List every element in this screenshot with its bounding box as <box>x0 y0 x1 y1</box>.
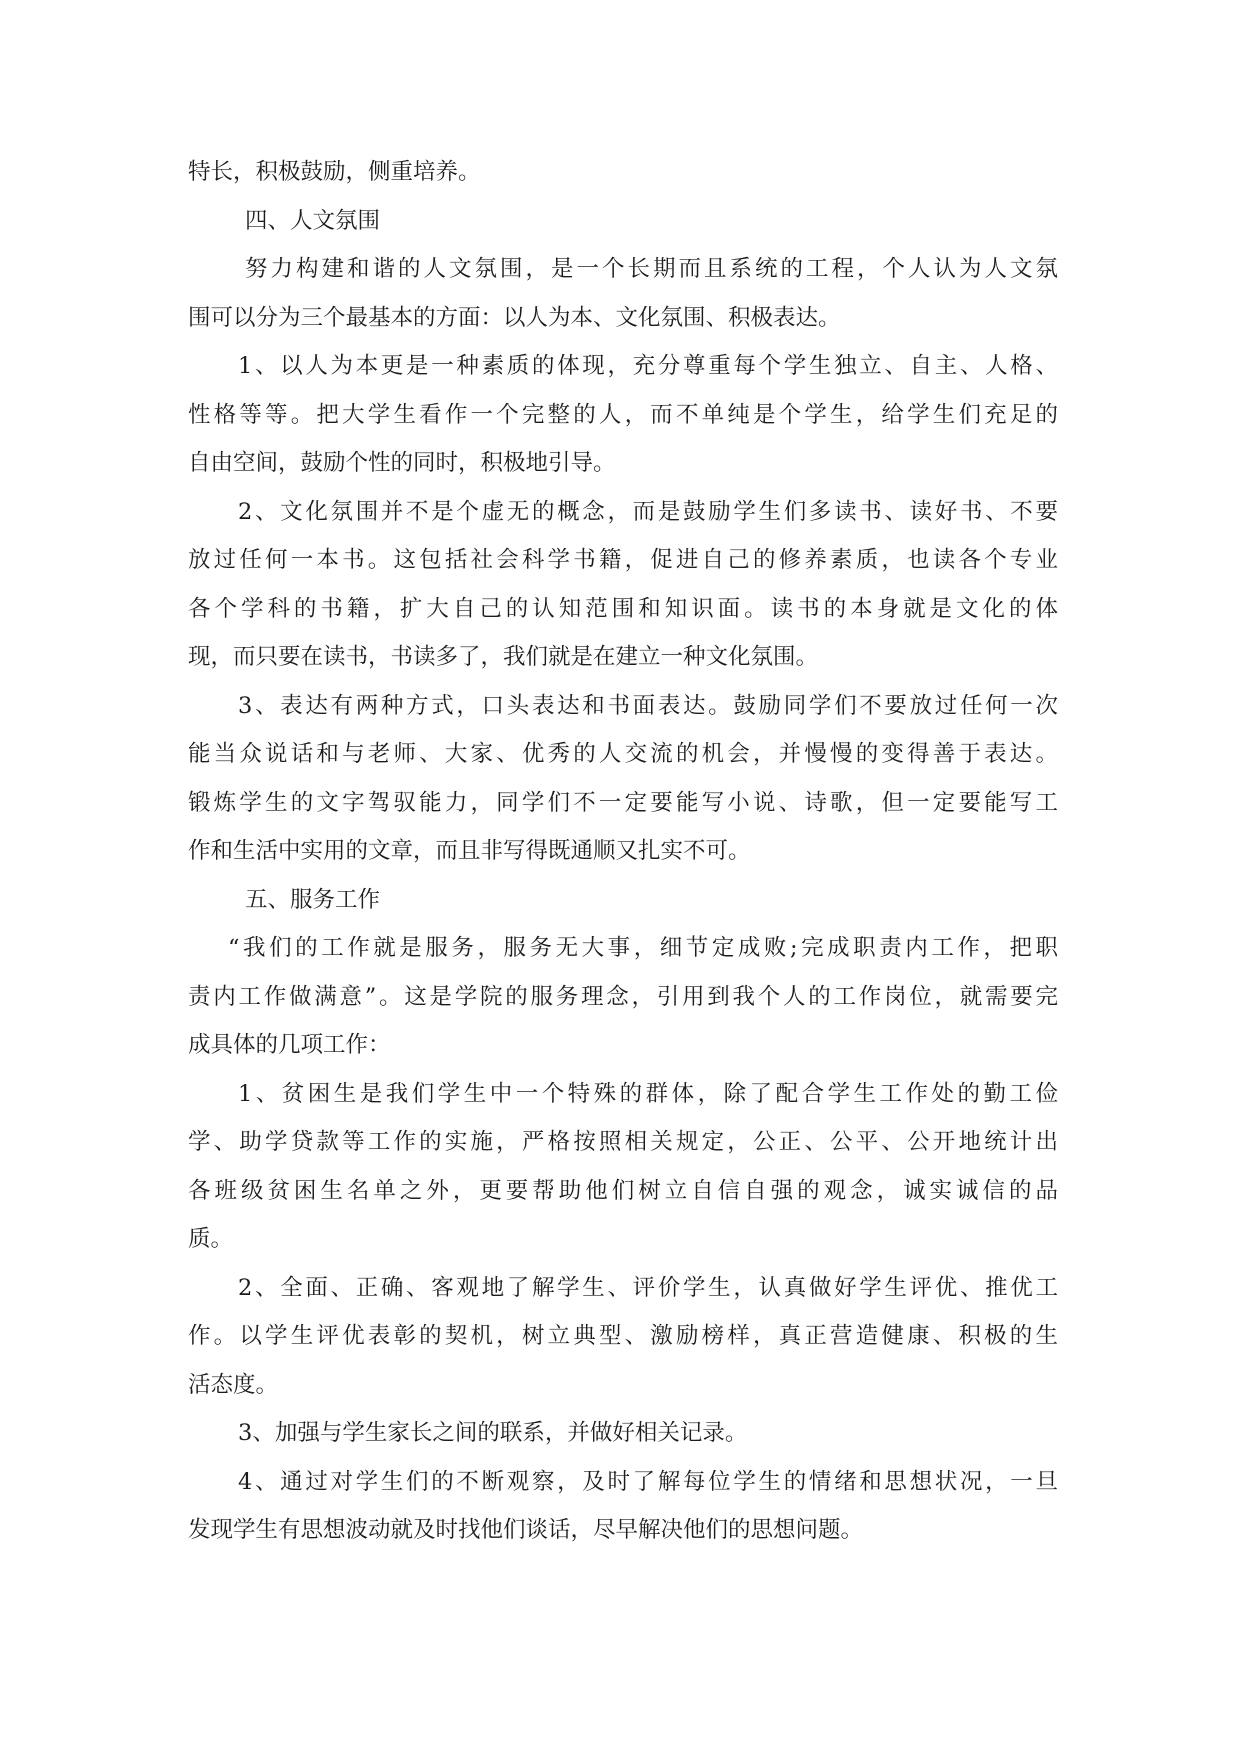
paragraph-line: 放过任何一本书。这包括社会科学书籍，促进自己的修养素质，也读各个专业 <box>188 547 1058 573</box>
paragraph-line: 各班级贫困生名单之外，更要帮助他们树立自信自强的观念，诚实诚信的品 <box>188 1177 1058 1204</box>
document-body <box>188 148 1058 1555</box>
list-item-line: 3、加强与学生家长之间的联系，并做好相关记录。 <box>238 1420 748 1446</box>
list-item-line: 2、全面、正确、客观地了解学生、评价学生，认真做好学生评优、推优工 <box>238 1274 1058 1301</box>
list-item-line: 4、通过对学生们的不断观察，及时了解每位学生的情绪和思想状况，一旦 <box>238 1468 1058 1495</box>
paragraph-line: 性格等等。把大学生看作一个完整的人，而不单纯是个学生，给学生们充足的 <box>188 401 1058 428</box>
paragraph-line: 能当众说话和与老师、大家、优秀的人交流的机会，并慢慢的变得善于表达。 <box>188 741 1058 767</box>
paragraph-line: 现，而只要在读书，书读多了，我们就是在建立一种文化氛围。 <box>188 644 819 670</box>
list-item-line: 3、表达有两种方式，口头表达和书面表达。鼓励同学们不要放过任何一次 <box>238 692 1058 719</box>
paragraph-line: 特长，积极鼓励，侧重培养。 <box>188 159 481 185</box>
list-item-line: 2、文化氛围并不是个虚无的概念，而是鼓励学生们多读书、读好书、不要 <box>238 498 1058 525</box>
paragraph-line: 努力构建和谐的人文氛围，是一个长期而且系统的工程，个人认为人文氛 <box>245 256 1058 282</box>
section-heading-humanities: 四、人文氛围 <box>245 207 381 234</box>
section-heading-service: 五、服务工作 <box>245 886 381 913</box>
paragraph-line: 成具体的几项工作： <box>188 1032 391 1058</box>
paragraph-line: 围可以分为三个最基本的方面：以人为本、文化氛围、积极表达。 <box>188 304 841 331</box>
paragraph-line: 锻炼学生的文字驾驭能力，同学们不一定要能写小说、诗歌，但一定要能写工 <box>188 789 1058 816</box>
paragraph-line: 活态度。 <box>188 1371 279 1398</box>
paragraph-line: 责内工作做满意”。这是学院的服务理念，引用到我个人的工作岗位，就需要完 <box>188 983 1058 1010</box>
paragraph-line: 各个学科的书籍，扩大自己的认知范围和知识面。读书的本身就是文化的体 <box>188 595 1058 622</box>
quote-line: “我们的工作就是服务，服务无大事，细节定成败;完成职责内工作，把职 <box>228 935 1058 961</box>
paragraph-line: 学、助学贷款等工作的实施，严格按照相关规定，公正、公平、公开地统计出 <box>188 1129 1058 1155</box>
paragraph-line: 质。 <box>188 1226 234 1252</box>
paragraph-line: 作。以学生评优表彰的契机，树立典型、激励榜样，真正营造健康、积极的生 <box>188 1323 1058 1349</box>
list-item-line: 1、贫困生是我们学生中一个特殊的群体，除了配合学生工作处的勤工俭 <box>238 1080 1058 1107</box>
paragraph-line: 发现学生有思想波动就及时找他们谈话，尽早解决他们的思想问题。 <box>188 1517 864 1543</box>
list-item-line: 1、以人为本更是一种素质的体现，充分尊重每个学生独立、自主、人格、 <box>238 353 1058 379</box>
paragraph-line: 作和生活中实用的文章，而且非写得既通顺又扎实不可。 <box>188 838 751 864</box>
paragraph-line: 自由空间，鼓励个性的同时，积极地引导。 <box>188 450 616 476</box>
